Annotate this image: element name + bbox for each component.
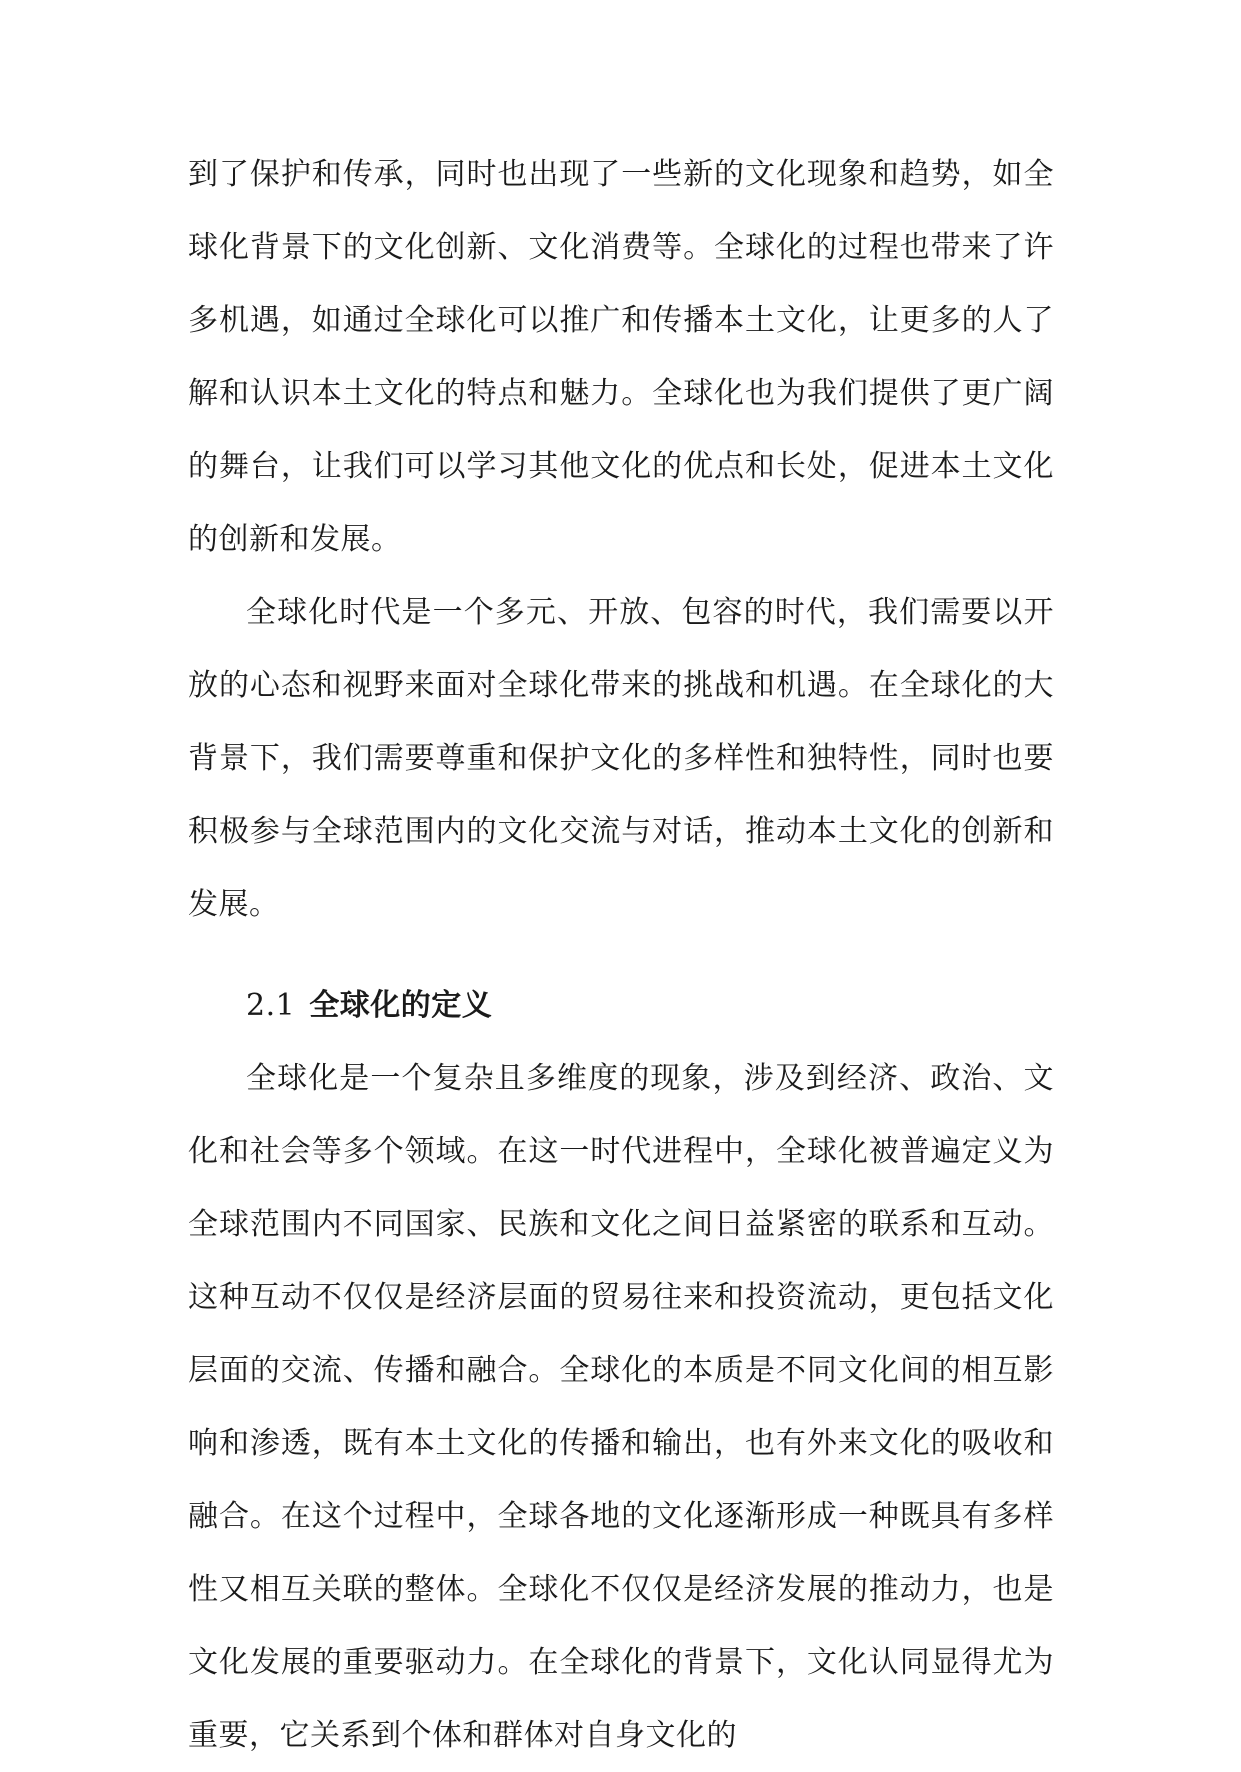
section-heading xyxy=(188,969,1054,1042)
section-title: 全球化的定义 xyxy=(309,988,493,1023)
document-body xyxy=(188,138,1054,1772)
section-number: 2.1 xyxy=(246,988,296,1023)
paragraph-definition: 全球化是一个复杂且多维度的现象，涉及到经济、政治、文化和社会等多个领域。在这一时代进程中，全球化被普遍定义为全球范围内不同国家、民族和文化之间日益紧密的联系和互动。这种互动不仅仅是经济层面的贸易往来和投资流动，更包括文化层面的交流、传播和融合。全球化的本质是不同文化间的相互影响和渗透，既有本土文化的传播和输出，也有外来文化的吸收和融合。在这个过程中，全球各地的文化逐渐形成一种既具有多样性又相互关联的整体。全球化不仅仅是经济发展的推动力，也是文化发展的重要驱动力。在全球化的背景下，文化认同显得尤为重要，它关系到个体和群体对自身文化的 xyxy=(188,1061,1054,1753)
paragraph-continued: 到了保护和传承，同时也出现了一些新的文化现象和趋势，如全球化背景下的文化创新、文化消费等。全球化的过程也带来了许多机遇，如通过全球化可以推广和传播本土文化，让更多的人了解和认识本土文化的特点和魅力。全球化也为我们提供了更广阔的舞台，让我们可以学习其他文化的优点和长处，促进本土文化的创新和发展。 xyxy=(188,157,1054,557)
paragraph-globalization-era: 全球化时代是一个多元、开放、包容的时代，我们需要以开放的心态和视野来面对全球化带来的挑战和机遇。在全球化的大背景下，我们需要尊重和保护文化的多样性和独特性，同时也要积极参与全球范围内的文化交流与对话，推动本土文化的创新和发展。 xyxy=(188,595,1054,922)
